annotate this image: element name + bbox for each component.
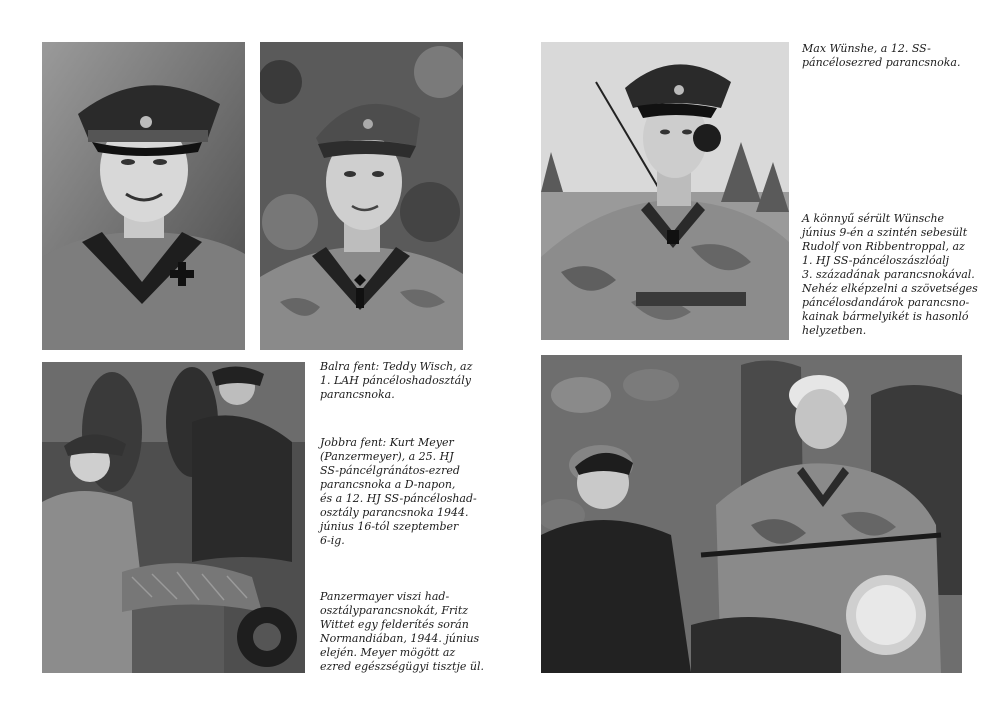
photo-kurt-meyer — [260, 42, 463, 350]
photo-max-wunsche — [541, 42, 789, 340]
caption-teddy-wisch: Balra fent: Teddy Wisch, az 1. LAH páncéloshadosztály parancsnoka. — [320, 360, 473, 401]
caption-panzermeyer-motorcycle: Panzermayer viszi had- osztályparancsnokát, Fritz Wittet egy felderítés során Normandiában, 1944. június elején. Meyer mögött az ezred egészségügyi tisztje ül. — [320, 590, 484, 673]
caption-kurt-meyer: Jobbra fent: Kurt Meyer (Panzermeyer), a 25. HJ SS-páncélgránátos-ezred parancsnoka a D-napon, és a 12. HJ SS-páncéloshad- osztály parancsnoka 1944. június 16-tól szeptember 6-ig. — [320, 436, 477, 547]
photo-teddy-wisch — [42, 42, 245, 350]
photo-panzermeyer-motorcycle — [42, 362, 305, 673]
caption-wunsche-wounded: A könnyű sérült Wünsche június 9-én a szintén sebesült Rudolf von Ribbentroppal, az 1. HJ SS-páncéloszászlóalj 3. századának parancsnokával. Nehéz elképzelni a szövetséges páncélosdandárok parancsno- kainak bármelyikét is hasonló helyzetben. — [802, 212, 978, 337]
photo-wunsche-wounded — [541, 355, 962, 673]
caption-max-wunsche: Max Wünshe, a 12. SS- páncélosezred parancsnoka. — [802, 42, 961, 69]
